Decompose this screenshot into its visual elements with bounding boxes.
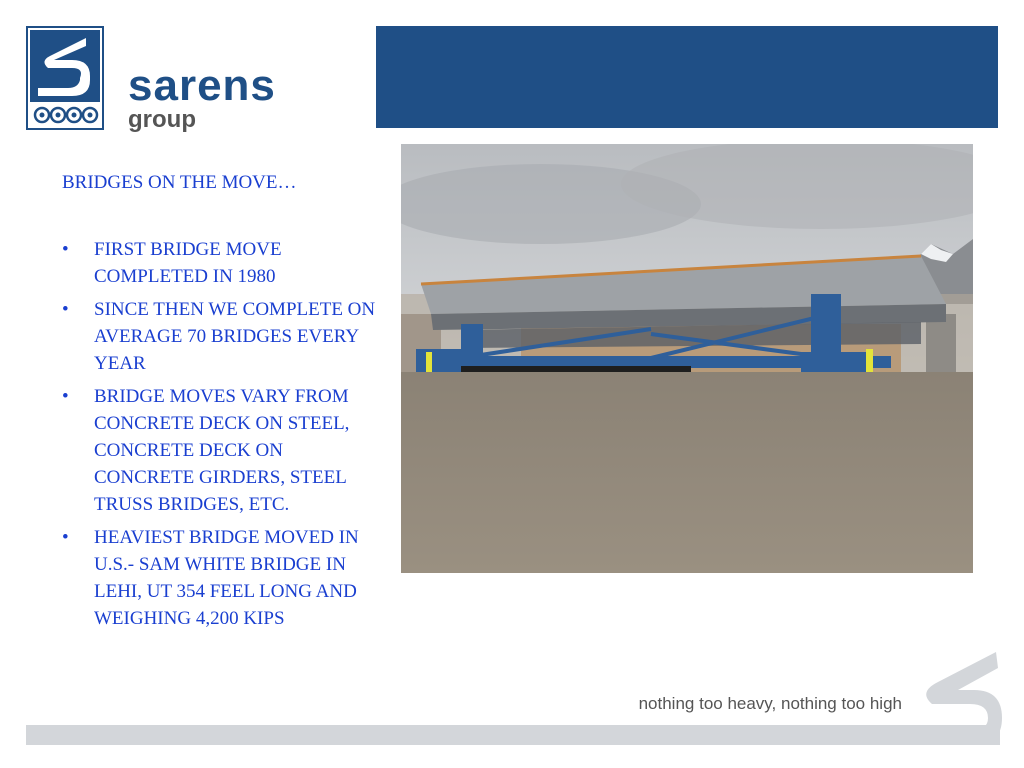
bullet-text: SINCE THEN WE COMPLETE ON AVERAGE 70 BRIDGES EVERY YEAR [94,299,376,374]
brand-subtitle: group [128,106,196,133]
brand-tagline: nothing too heavy, nothing too high [638,694,902,713]
bullet-dot: • [62,239,69,260]
logo-emblem [26,26,104,130]
ground [401,372,973,573]
bridge-pier [926,314,956,376]
footer-s-mark-icon [918,650,1002,746]
sarens-s-mark-icon [28,28,102,128]
header-bar [376,26,998,128]
bullet-dot: • [62,386,69,407]
bullet-list [62,236,380,638]
bullet-dot: • [62,527,69,548]
slide-title: BRIDGES ON THE MOVE… [62,172,297,193]
bullet-text: HEAVIEST BRIDGE MOVED IN U.S.- SAM WHITE BRIDGE IN LEHI, UT 354 FEEL LONG AND WEIGHING 4,200 KIPS [94,527,359,629]
brand-name: sarens [128,61,276,110]
footer-bar [26,725,1000,745]
bullet-item [62,383,380,518]
bridge-photo [401,144,973,573]
bullet-item [62,236,380,290]
bullet-dot: • [62,299,69,320]
bullet-item [62,524,380,632]
bullet-text: FIRST BRIDGE MOVE COMPLETED IN 1980 [94,239,282,287]
bullet-item [62,296,380,377]
bullet-text: BRIDGE MOVES VARY FROM CONCRETE DECK ON STEEL, CONCRETE DECK ON CONCRETE GIRDERS, STEEL TRUSS BRIDGES, ETC. [94,386,350,515]
